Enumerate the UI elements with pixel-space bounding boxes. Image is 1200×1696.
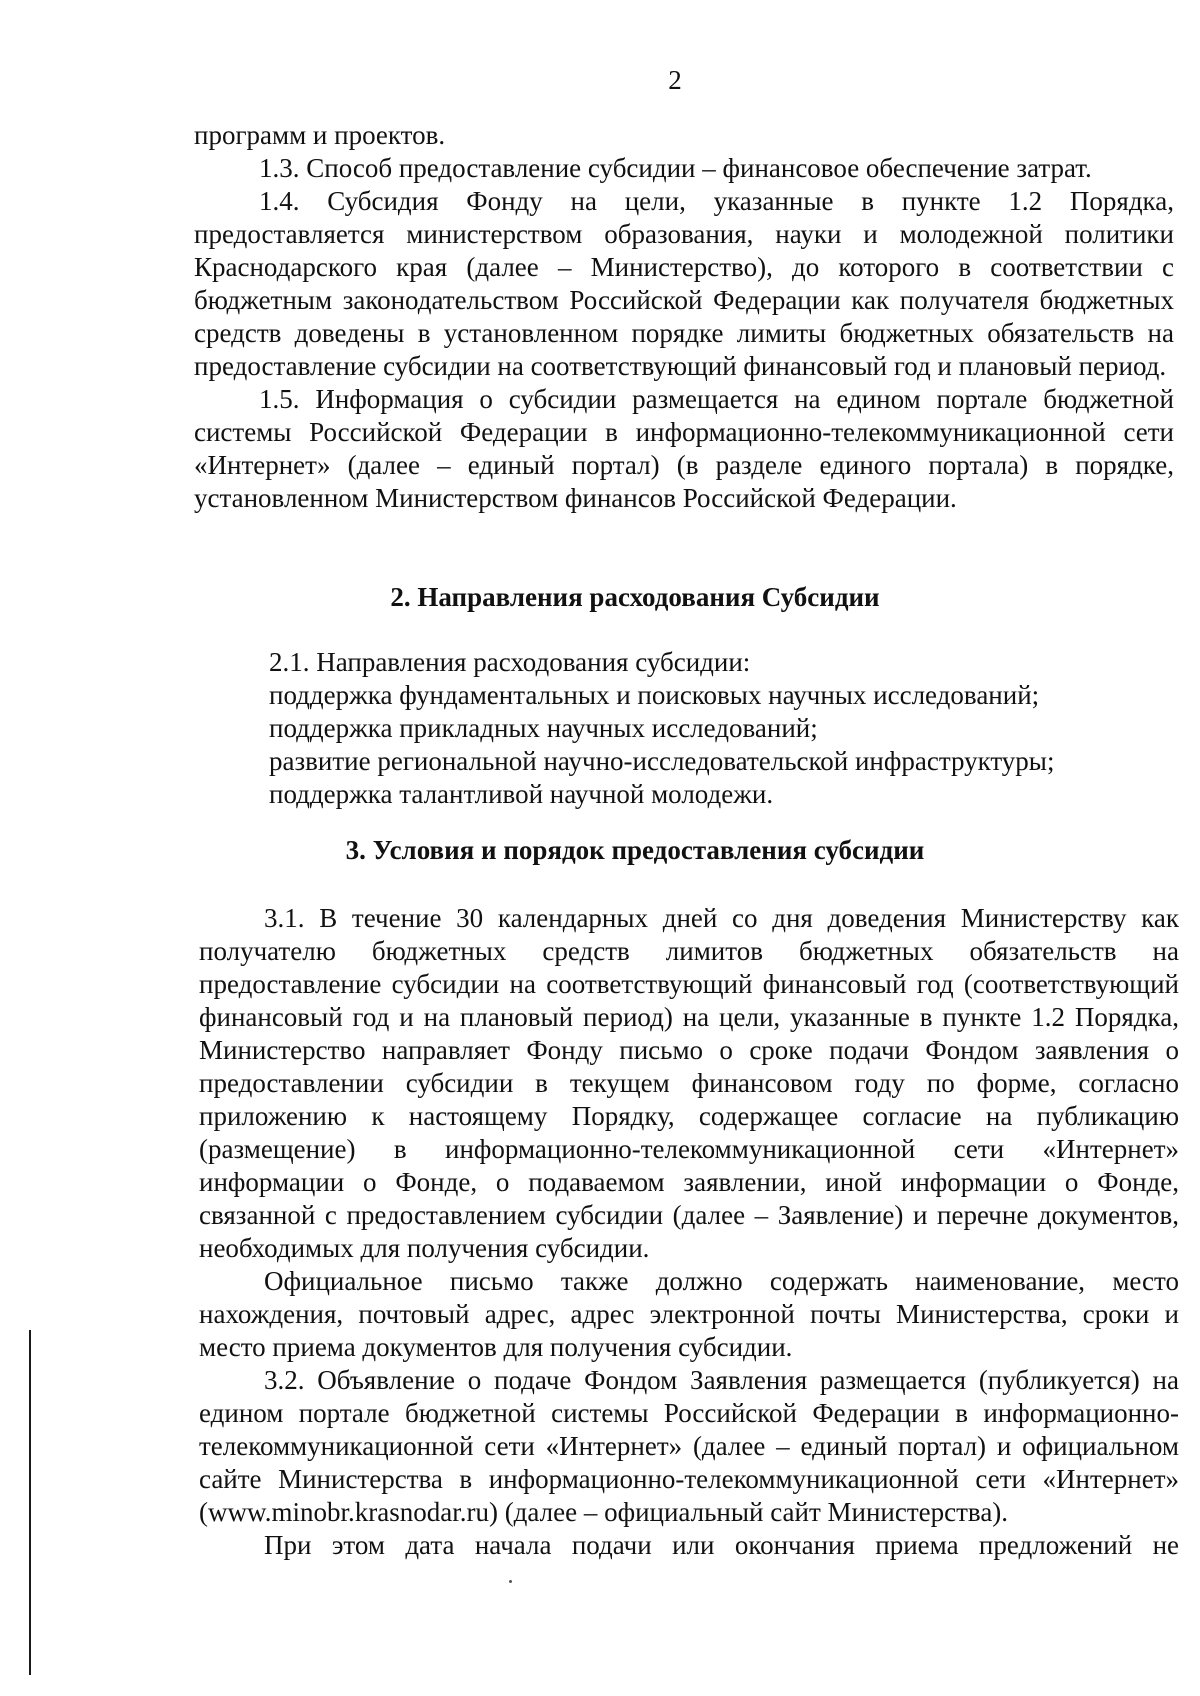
section-1-continuation [194,119,1174,515]
scan-speck [509,1580,512,1583]
list-item: поддержка фундаментальных и поисковых научных исследований; [269,680,1040,710]
section-2-heading: 2. Направления расходования Субсидии [390,582,880,612]
paragraph-official-letter: Официальное письмо также должно содержать наименование, место нахождения, почтовый адрес, адрес электронной почты Министерства, сроки и место приема документов для получения субсидии. [199,1266,1179,1362]
scan-margin-line [29,1330,31,1675]
page-number: 2 [668,65,682,95]
intro-line: 1.3. Способ предоставление субсидии – финансовое обеспечение затрат. [259,153,1092,183]
paragraph-continued: При этом дата начала подачи или окончания приема предложений не [264,1530,1179,1560]
section-3-heading: 3. Условия и порядок предоставления субсидии [345,835,925,865]
list-item: поддержка прикладных научных исследований; [269,713,818,743]
paragraph-1-4: 1.4. Субсидия Фонду на цели, указанные в пункте 1.2 Порядка, предоставляется министерством образования, науки и молодежной политики Краснодарского края (далее – Министерство), до которого в соответствии с бюджетным законодательством Российской Федерации как получателя бюджетных средств доведены в установленном порядке лимиты бюджетных обязательств на предоставление субсидии на соответствующий финансовый год и плановый период. [194,186,1174,381]
list-item: 2.1. Направления расходования субсидии: [269,647,751,677]
intro-line: программ и проектов. [194,120,446,150]
list-item: развитие региональной научно-исследовательской инфраструктуры; [269,746,1055,776]
paragraph-3-1: 3.1. В течение 30 календарных дней со дня доведения Министерству как получателю бюджетных средств лимитов бюджетных обязательств на предоставление субсидии на соответствующий финансовый год (соответствующий финансовый год и на плановый период) на цели, указанные в пункте 1.2 Порядка, Министерство направляет Фонду письмо о сроке подачи Фондом заявления о предоставлении субсидии в текущем финансовом году по форме, согласно приложению к настоящему Порядку, содержащее согласие на публикацию (размещение) в информационно-телекоммуникационной сети «Интернет» информации о Фонде, о подаваемом заявлении, иной информации о Фонде, связанной с предоставлением субсидии (далее – Заявление) и перечне документов, необходимых для получения субсидии. [199,903,1179,1263]
section-2-list [269,646,1169,811]
paragraph-3-2: 3.2. Объявление о подаче Фондом Заявления размещается (публикуется) на едином портале бюджетной системы Российской Федерации в информационно-телекоммуникационной сети «Интернет» (далее – единый портал) и официальном сайте Министерства в информационно-телекоммуникационной сети «Интернет» (www.minobr.krasnodar.ru) (далее – официальный сайт Министерства). [199,1365,1179,1527]
list-item: поддержка талантливой научной молодежи. [269,779,774,809]
section-3-body [199,902,1179,1562]
paragraph-1-5: 1.5. Информация о субсидии размещается на едином портале бюджетной системы Российской Федерации в информационно-телекоммуникационной сети «Интернет» (далее – единый портал) (в разделе единого портала) в порядке, установленном Министерством финансов Российской Федерации. [194,384,1174,513]
